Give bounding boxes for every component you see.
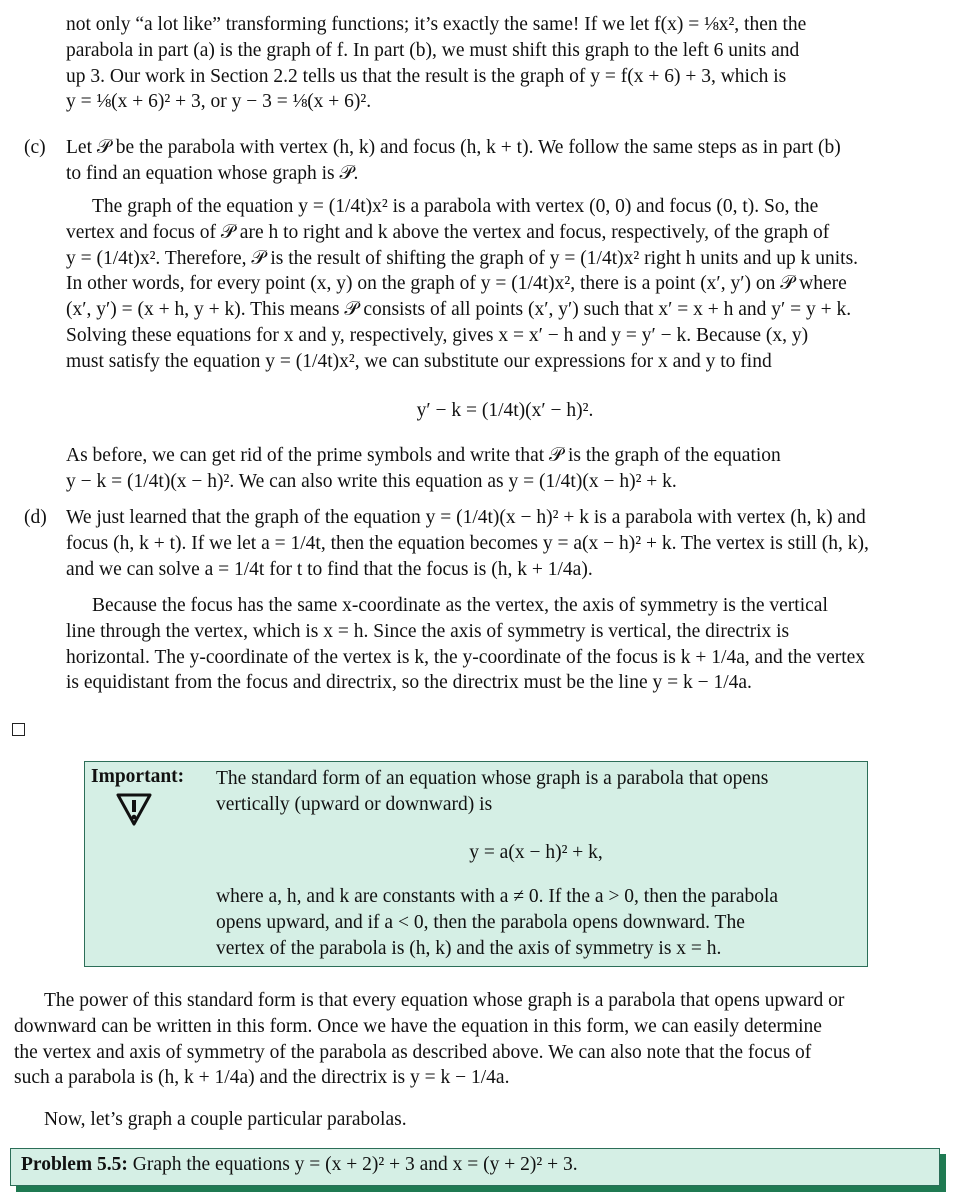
power-paragraph [14,988,944,1091]
important-label: Important: [91,766,185,787]
text-line: The graph of the equation y = (1/4t)x² is a parabola with vertex (0, 0) and focus (0, t). So, the [92,196,819,217]
intro-paragraph [66,12,944,115]
text-line: focus (h, k + t). If we let a = 1/4t, then the equation becomes y = a(x − h)² + k. The vertex is still (h, k), [66,532,869,554]
text-line: (x′, y′) = (x + h, y + k). This means 𝒫 consists of all points (x′, y′) such that x′ = x + h and y′ = y + k. [66,299,852,321]
warning-icon [115,792,153,826]
text-line: such a parabola is (h, k + 1/4a) and the directrix is y = k − 1/4a. [14,1067,510,1089]
now-paragraph: Now, let’s graph a couple particular parabolas. [44,1109,407,1130]
text-line: We just learned that the graph of the equation y = (1/4t)(x − h)² + k is a parabola with vertex (h, k) and [66,507,866,528]
text-line: is equidistant from the focus and directrix, so the directrix must be the line y = k − 1/4a. [66,672,752,694]
text-line: up 3. Our work in Section 2.2 tells us that the result is the graph of y = f(x + 6) + 3, which is [66,65,787,87]
text-line: y − k = (1/4t)(x − h)². We can also write this equation as y = (1/4t)(x − h)² + k. [66,470,677,492]
text-line: horizontal. The y-coordinate of the vertex is k, the y-coordinate of the focus is k + 1/4a, and the vertex [66,646,866,668]
text-line: The power of this standard form is that every equation whose graph is a parabola that opens upward or [44,990,845,1011]
problem-label: Problem 5.5: [21,1154,128,1175]
important-text-line: where a, h, and k are constants with a ≠ 0. If the a > 0, then the parabola [216,886,779,907]
text-line: not only “a lot like” transforming functions; it’s exactly the same! If we let f(x) = ⅛x², then the [66,14,807,35]
text-line: line through the vertex, which is x = h. Since the axis of symmetry is vertical, the directrix is [66,620,790,642]
text-line: In other words, for every point (x, y) on the graph of y = (1/4t)x², there is a point (x′, y′) on 𝒫 where [66,273,847,295]
part-d-label: (d) [24,507,47,528]
part-d-paragraph-1 [66,505,944,582]
important-text-line: vertex of the parabola is (h, k) and the axis of symmetry is x = h. [216,938,722,959]
part-c-paragraph-1 [66,135,944,187]
problem-text: Graph the equations y = (x + 2)² + 3 and x = (y + 2)² + 3. [132,1154,578,1175]
important-text-line: vertically (upward or downward) is [216,794,493,815]
important-box [84,761,868,967]
part-d-paragraph-2 [66,593,944,696]
text-line: Because the focus has the same x-coordinate as the vertex, the axis of symmetry is the vertical [92,595,828,616]
text-line: downward can be written in this form. Once we have the equation in this form, we can easily determine [14,1015,822,1037]
important-text-line: opens upward, and if a < 0, then the parabola opens downward. The [216,912,745,933]
text-line: vertex and focus of 𝒫 are h to right and k above the vertex and focus, respectively, of the graph of [66,221,830,243]
text-line: Solving these equations for x and y, respectively, gives x = x′ − h and y = y′ − k. Because (x, y) [66,324,809,346]
text-line: must satisfy the equation y = (1/4t)x², we can substitute our expressions for x and y to find [66,350,772,372]
problem-box [10,1148,940,1186]
problem-statement [21,1154,578,1176]
text-line: to find an equation whose graph is 𝒫. [66,162,359,184]
important-text-line: The standard form of an equation whose graph is a parabola that opens [216,768,769,789]
text-line: and we can solve a = 1/4t for t to find that the focus is (h, k + 1/4a). [66,558,593,580]
part-c-paragraph-3 [66,443,944,495]
text-line: Let 𝒫 be the parabola with vertex (h, k) and focus (h, k + t). We follow the same steps as in part (b) [66,137,841,158]
text-line: y = (1/4t)x². Therefore, 𝒫 is the result of shifting the graph of y = (1/4t)x² right h units and up k units. [66,247,859,269]
part-c-label: (c) [24,137,46,158]
text-line: parabola in part (a) is the graph of f. In part (b), we must shift this graph to the left 6 units and [66,39,800,61]
standard-form-equation: y = a(x − h)² + k, [469,842,603,863]
display-equation: y′ − k = (1/4t)(x′ − h)². [416,400,594,421]
end-of-solution-box [12,723,25,736]
text-line: y = ⅛(x + 6)² + 3, or y − 3 = ⅛(x + 6)². [66,91,372,113]
text-line: the vertex and axis of symmetry of the parabola as described above. We can also note that the focus of [14,1041,812,1063]
text-line: As before, we can get rid of the prime symbols and write that 𝒫 is the graph of the equation [66,445,781,466]
part-c-paragraph-2 [66,194,944,375]
